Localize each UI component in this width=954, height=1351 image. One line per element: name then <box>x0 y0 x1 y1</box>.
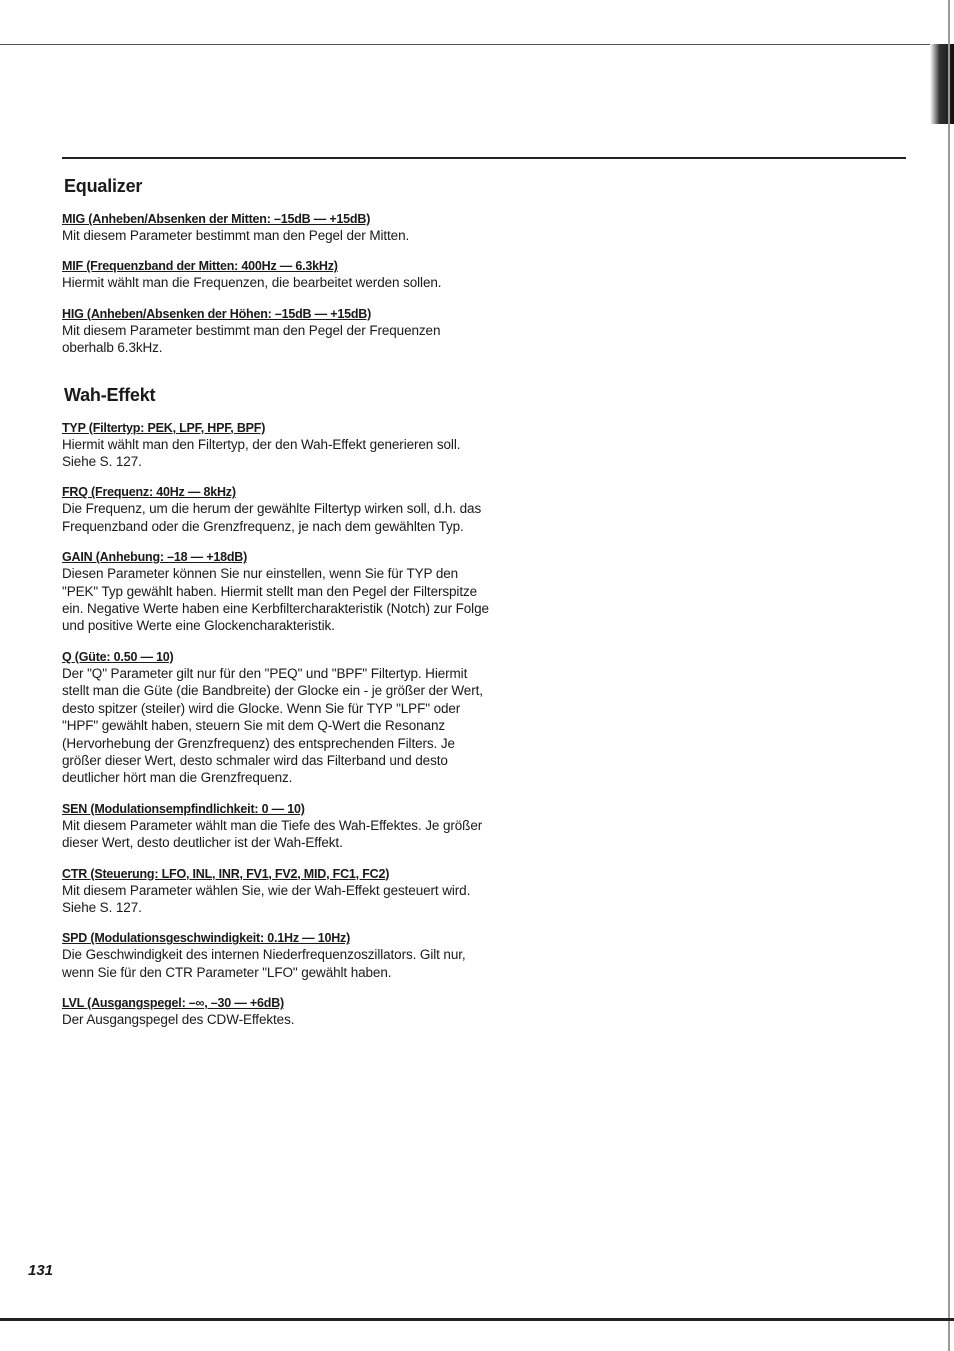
param-description: Der "Q" Parameter gilt nur für den "PEQ" und "BPF" Filtertyp. Hiermit stellt man die Güte (die Bandbreite) der Glocke ein - je größer der Wert, desto spitzer (steiler) wird die Glocke. Wenn Sie für TYP "LPF" oder "HPF" gewählt haben, steuern Sie mit dem Q-Wert die Resonanz (Hervorhebung der Grenzfrequenz) des entsprechenden Filters. Je größer dieser Wert, desto schmaler wird das Filterband und desto deutlicher hört man die Grenzfrequenz. <box>62 665 483 786</box>
param-description: Diesen Parameter können Sie nur einstellen, wenn Sie für TYP den "PEK" Typ gewählt haben. Hiermit stellt man den Pegel der Filterspitze ein. Negative Werte haben eine Kerbfiltercharakteristik (Notch) zur Folge und positive Werte eine Glockencharakteristik. <box>62 566 489 634</box>
param-heading: SPD (Modulationsgeschwindigkeit: 0.1Hz — 10Hz) <box>62 931 351 946</box>
param-heading: SEN (Modulationsempfindlichkeit: 0 — 10) <box>62 801 305 816</box>
param-sen <box>62 801 492 852</box>
param-mif <box>62 258 492 291</box>
param-typ <box>62 420 492 471</box>
header-rule <box>62 157 906 159</box>
param-frq <box>62 484 492 535</box>
section-title-wah-effekt: Wah-Effekt <box>64 384 156 405</box>
param-heading: MIG (Anheben/Absenken der Mitten: –15dB — +15dB) <box>62 212 371 226</box>
param-spd <box>62 930 492 981</box>
param-description: Die Geschwindigkeit des internen Niederfrequenzoszillators. Gilt nur, wenn Sie für den CTR Parameter "LFO" gewählt haben. <box>62 947 466 980</box>
param-ctr <box>62 866 492 917</box>
param-heading: CTR (Steuerung: LFO, INL, INR, FV1, FV2, MID, FC1, FC2) <box>62 866 390 881</box>
param-gain <box>62 549 492 635</box>
page-number: 131 <box>28 1262 54 1279</box>
param-description: Mit diesem Parameter wählen Sie, wie der Wah-Effekt gesteuert wird. Siehe S. 127. <box>62 882 471 915</box>
corner-mark <box>930 44 954 124</box>
top-rule <box>0 44 935 45</box>
param-q <box>62 649 492 787</box>
param-description: Der Ausgangspegel des CDW-Effektes. <box>62 1012 295 1028</box>
section-title-equalizer: Equalizer <box>64 176 143 196</box>
right-edge-line <box>948 0 950 1351</box>
param-heading: LVL (Ausgangspegel: –∞, –30 — +6dB) <box>62 996 284 1011</box>
param-heading: HIG (Anheben/Absenken der Höhen: –15dB — +15dB) <box>62 306 372 321</box>
param-heading: TYP (Filtertyp: PEK, LPF, HPF, BPF) <box>62 420 266 435</box>
bottom-rule <box>0 1318 954 1321</box>
param-heading: MIF (Frequenzband der Mitten: 400Hz — 6.3kHz) <box>62 259 338 274</box>
param-lvl <box>62 995 492 1028</box>
param-description: Mit diesem Parameter bestimmt man den Pegel der Mitten. <box>62 228 410 243</box>
param-description: Hiermit wählt man die Frequenzen, die bearbeitet werden sollen. <box>62 275 442 291</box>
page-content <box>62 176 492 1043</box>
param-description: Mit diesem Parameter bestimmt man den Pegel der Frequenzen oberhalb 6.3kHz. <box>62 322 441 356</box>
param-mig <box>62 211 492 244</box>
param-description: Hiermit wählt man den Filtertyp, der den Wah-Effekt generieren soll. Siehe S. 127. <box>62 436 461 470</box>
param-description: Mit diesem Parameter wählt man die Tiefe des Wah-Effektes. Je größer dieser Wert, desto deutlicher ist der Wah-Effekt. <box>62 817 483 851</box>
param-heading: GAIN (Anhebung: –18 — +18dB) <box>62 550 248 565</box>
param-heading: Q (Güte: 0.50 — 10) <box>62 649 174 664</box>
param-hig <box>62 306 492 357</box>
param-description: Die Frequenz, um die herum der gewählte Filtertyp wirken soll, d.h. das Frequenzband oder die Grenzfrequenz, je nach dem gewählten Typ. <box>62 501 482 534</box>
param-heading: FRQ (Frequenz: 40Hz — 8kHz) <box>62 485 236 500</box>
